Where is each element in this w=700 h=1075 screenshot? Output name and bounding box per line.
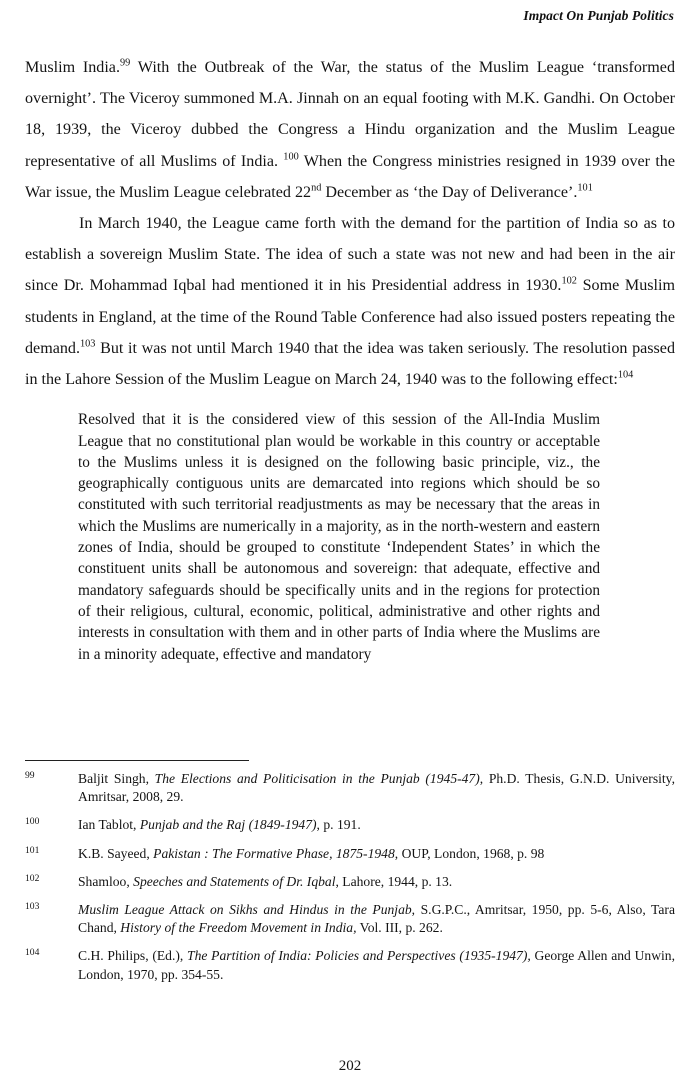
footnote-reference: 101 (577, 182, 593, 194)
footnote-entry (25, 947, 675, 983)
footnote-number: 104 (25, 947, 40, 959)
text-run: , OUP, London, 1968, p. 98 (394, 845, 545, 861)
text-run: , p. 191. (316, 817, 361, 833)
footnote-entry (25, 816, 675, 834)
text-run: With the Outbreak of the War, the status of the Muslim League ‘transformed overnight’. The Viceroy summoned M.A. Jinnah on an equal footing with M.K. Gandhi. On October 18, 1939, the Viceroy dubbed the Congress a Hindu organization and the Muslim League representative of all Muslims of India. (25, 59, 675, 170)
footnote-number: 99 (25, 770, 35, 781)
italic-title: The Partition of India: Policies and Perspectives (1935-1947), (187, 948, 531, 964)
text-run: George Allen and Unwin, London, 1970, pp. 354-55. (78, 948, 676, 982)
italic-title: History of the Freedom Movement in India, (120, 920, 357, 936)
footnote-reference: 104 (617, 369, 634, 381)
text-run: When the Congress ministries resigned in 1939 over the War issue, the Muslim League celebrated 22 (25, 152, 675, 201)
footnote-entry (25, 845, 675, 863)
text-run: C.H. Philips, (Ed.), (78, 948, 188, 964)
text-run: December as ‘the Day of Deliverance’. (321, 183, 578, 201)
footnote-reference: nd (311, 182, 322, 194)
footnote-number: 100 (25, 816, 40, 828)
text-run: Some Muslim students in England, at the time of the Round Table Conference had also issued posters repeating the demand. (25, 277, 675, 357)
para-muslim-india (25, 52, 675, 208)
italic-title: Muslim League Attack on Sikhs and Hindus in the Punjab (78, 902, 412, 918)
footnote-number: 101 (25, 844, 40, 856)
footnote-text (78, 816, 675, 834)
italic-title: Speeches and Statements of Dr. Iqbal (133, 873, 336, 889)
footnote-number: 102 (25, 872, 40, 884)
text-run: Shamloo, (78, 873, 134, 889)
footnote-section (25, 760, 675, 984)
footnote-entry (25, 770, 675, 806)
italic-title: The Elections and Politicisation in the Punjab (1945-47) (154, 771, 480, 786)
footnote-text (78, 901, 675, 937)
footnote-reference: 100 (283, 151, 299, 163)
text-run: , S.G.P.C., Amritsar, 1950, pp. 5-6, Also, Tara Chand, (78, 902, 675, 936)
body-text-column (25, 52, 675, 665)
text-run: , Lahore, 1944, p. 13. (335, 873, 453, 889)
footnote-text (78, 947, 675, 983)
text-run: But it was not until March 1940 that the idea was taken seriously. The resolution passed in the Lahore Session of the Muslim League on March 24, 1940 was to the following effect: (25, 339, 675, 389)
para-march-1940 (25, 208, 675, 395)
footnote-separator-rule (25, 760, 249, 761)
text-run: K.B. Sayeed, (78, 845, 154, 861)
footnote-reference: 99 (119, 57, 131, 69)
text-run: , Ph.D. Thesis, G.N.D. University, Amritsar, 2008, 29. (78, 771, 675, 805)
footnote-entry (25, 873, 675, 891)
text-run: Muslim India. (25, 59, 120, 76)
footnote-reference: 102 (561, 276, 577, 288)
text-run: Ian Tablot, (78, 817, 140, 833)
footnote-reference: 103 (79, 338, 96, 350)
paragraph-list (25, 52, 675, 395)
italic-title: Punjab and the Raj (1849-1947) (139, 817, 317, 833)
running-header: Impact On Punjab Politics (523, 8, 674, 23)
footnote-entry (25, 901, 675, 937)
text-run: In March 1940, the League came forth with the demand for the partition of India so as to establish a sovereign Muslim State. The idea of such a state was not new and had been in the air since Dr. Mohammad Iqbal had mentioned it in his Presidential address in 1930. (25, 215, 675, 295)
footnote-text (78, 770, 675, 806)
page-number: 202 (338, 1058, 362, 1074)
footnote-text (78, 873, 675, 891)
blockquote-lahore-resolution: Resolved that it is the considered view of this session of the All-India Muslim League that no constitutional plan would be workable in this country or acceptable to the Muslims unless it is designed on the following basic principle, viz., the geographically contiguous units are demarcated into regions which should be so constituted with such territorial readjustments as may be necessary that the areas in which the Muslims are numerically in a majority, as in the north-western and eastern zones of India, should be grouped to constitute ‘Independent States’ in which the constituent units shall be autonomous and sovereign: that adequate, effective and mandatory safeguards should be specifically units and in the regions for protection of their religious, cultural, economic, political, administrative and other rights and interests in consultation with them and in other parts of India where the Muslims are in a minority adequate, effective and mandatory (78, 411, 600, 663)
text-run: Vol. III, p. 262. (356, 920, 443, 936)
footnote-number: 103 (25, 901, 40, 913)
footnote-text (78, 845, 675, 863)
italic-title: Pakistan : The Formative Phase, 1875-1948 (153, 845, 395, 861)
text-run: Baljit Singh, (78, 771, 155, 786)
footnote-list (25, 770, 675, 984)
